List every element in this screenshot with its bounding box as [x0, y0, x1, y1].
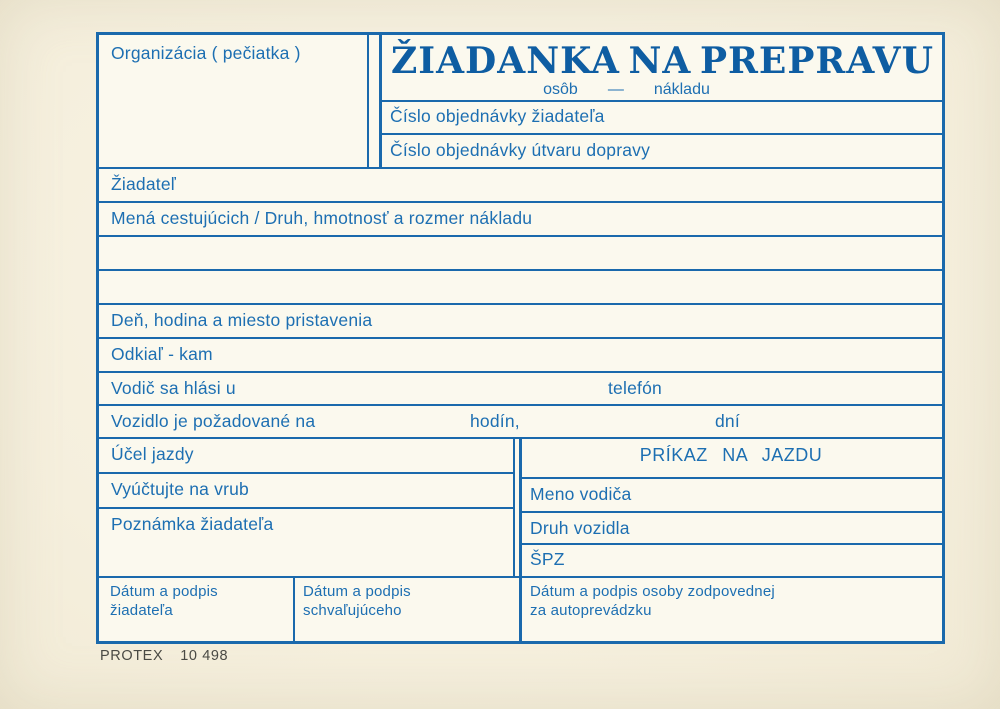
days-label: dní — [715, 411, 740, 431]
from-to-label: Odkiaľ - kam — [111, 344, 213, 364]
grid-line — [99, 303, 942, 305]
license-plate-label: ŠPZ — [530, 549, 565, 569]
driver-name-label: Meno vodiča — [530, 484, 632, 504]
grid-line — [99, 472, 513, 474]
form-title-block — [381, 41, 942, 98]
grid-line — [520, 543, 942, 545]
drive-order-header: PRÍKAZ NA JAZDU — [639, 445, 823, 465]
printer-brand: PROTEX — [100, 648, 164, 664]
signature-line: Dátum a podpis osoby zodpovednej — [530, 583, 775, 600]
vehicle-type-label: Druh vozidla — [530, 518, 630, 538]
form-subtitle — [346, 81, 907, 98]
subtitle-dash: — — [607, 81, 624, 98]
fleet-manager-signature-label — [530, 582, 775, 620]
grid-line — [381, 133, 942, 135]
grid-line — [519, 576, 522, 641]
signature-line: za autoprevádzku — [530, 602, 652, 619]
form-title — [381, 41, 942, 81]
signature-line: Dátum a podpis — [110, 583, 218, 600]
title-word: PREPRAVU — [699, 40, 934, 82]
applicant-note-label: Poznámka žiadateľa — [111, 514, 274, 534]
passengers-cargo-label: Mená cestujúcich / Druh, hmotnosť a rozmer nákladu — [111, 208, 533, 228]
signature-line: Dátum a podpis — [303, 583, 411, 600]
signature-line: schvaľujúceho — [303, 602, 402, 619]
subtitle-cargo: nákladu — [653, 81, 710, 98]
applicant-order-number-label: Číslo objednávky žiadateľa — [390, 106, 605, 126]
day-time-place-label: Deň, hodina a miesto pristavenia — [111, 310, 373, 330]
vehicle-required-label: Vozidlo je požadované na — [111, 411, 316, 431]
grid-line — [99, 507, 513, 509]
grid-line — [99, 404, 942, 406]
grid-line — [99, 167, 942, 169]
grid-line — [99, 337, 942, 339]
signature-line: žiadateľa — [110, 602, 173, 619]
organization-stamp-label: Organizácia ( pečiatka ) — [111, 43, 301, 63]
subtitle-persons: osôb — [543, 81, 578, 98]
title-word: ŽIADANKA — [391, 40, 620, 82]
transport-request-form — [96, 32, 945, 644]
applicant-signature-label — [110, 582, 218, 620]
grid-line — [367, 35, 369, 167]
grid-line — [99, 201, 942, 203]
grid-line — [293, 576, 295, 641]
grid-line — [381, 100, 942, 102]
trip-purpose-label: Účel jazdy — [111, 444, 194, 464]
grid-line — [520, 511, 942, 513]
title-word: NA — [628, 40, 692, 82]
transport-dept-order-number-label: Číslo objednávky útvaru dopravy — [390, 140, 651, 160]
driver-reports-to-label: Vodič sa hlási u — [111, 378, 236, 398]
grid-line — [99, 371, 942, 373]
charge-to-label: Vyúčtujte na vrub — [111, 479, 249, 499]
grid-line — [520, 477, 942, 479]
print-reference — [100, 648, 228, 664]
hours-label: hodín, — [470, 411, 520, 431]
applicant-label: Žiadateľ — [111, 174, 177, 194]
approver-signature-label — [303, 582, 411, 620]
print-number: 10 498 — [180, 648, 229, 664]
grid-line — [513, 437, 515, 576]
phone-label: telefón — [608, 378, 662, 398]
blank-writing-row — [99, 271, 942, 303]
blank-writing-row — [99, 237, 942, 269]
